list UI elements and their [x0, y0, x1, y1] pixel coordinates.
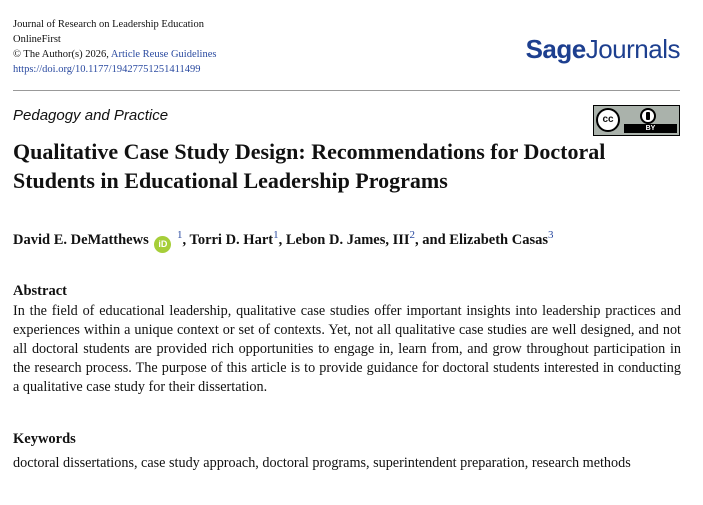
copyright-line: [13, 47, 216, 62]
keywords-heading: Keywords: [13, 431, 76, 447]
by-label-bar: [624, 124, 677, 133]
publication-status: OnlineFirst: [13, 34, 61, 45]
affiliation-sup[interactable]: 1: [273, 229, 279, 241]
header-divider: [13, 90, 680, 91]
author-name[interactable]: , and Elizabeth Casas: [415, 231, 548, 248]
sage-journals-logo[interactable]: [526, 34, 680, 65]
affiliation-sup[interactable]: 2: [409, 229, 416, 241]
by-label: BY: [645, 125, 656, 132]
reuse-guidelines-link[interactable]: Article Reuse Guidelines: [110, 49, 217, 60]
keywords-text: doctoral dissertations, case study approach, doctoral programs, superintendent preparation, research methods: [13, 455, 631, 471]
attribution-person-icon: [640, 108, 656, 124]
logo-part-journals: Journals: [585, 34, 680, 64]
author-name[interactable]: , Lebon D. James, III: [278, 231, 410, 248]
logo-part-sage: Sage: [525, 34, 586, 64]
copyright-text: © The Author(s) 2026,: [13, 49, 109, 60]
orcid-icon[interactable]: iD: [154, 236, 171, 253]
creative-commons-icon: cc: [596, 108, 620, 132]
author-name[interactable]: David E. DeMatthews: [13, 231, 149, 248]
author-name[interactable]: , Torri D. Hart: [182, 231, 274, 248]
affiliation-sup[interactable]: 1: [176, 229, 183, 241]
abstract-text: In the field of educational leadership, qualitative case studies offer important insights into leadership practices and experiences within a unique context or set of contexts. Yet, not all qualitative case studies are well designed, and not all doctoral students are provided rich opportunities to engage in, learn from, and grow throughout participation in the research process. The purpose of this article is to provide guidance for doctoral students interested in conducting a qualitative case study for their dissertation.: [13, 303, 681, 395]
cc-by-license-badge[interactable]: [593, 105, 680, 136]
abstract-heading: Abstract: [13, 283, 67, 299]
journal-meta: [13, 17, 216, 77]
section-label: Pedagogy and Practice: [13, 107, 169, 124]
journal-name: Journal of Research on Leadership Education: [13, 19, 204, 30]
doi-link[interactable]: https://doi.org/10.1177/19427751251411499: [13, 64, 201, 75]
affiliation-sup[interactable]: 3: [547, 229, 554, 241]
article-title: Qualitative Case Study Design: Recommendations for Doctoral Students in Educational Leadership Programs: [13, 139, 606, 193]
author-list: [13, 229, 553, 253]
